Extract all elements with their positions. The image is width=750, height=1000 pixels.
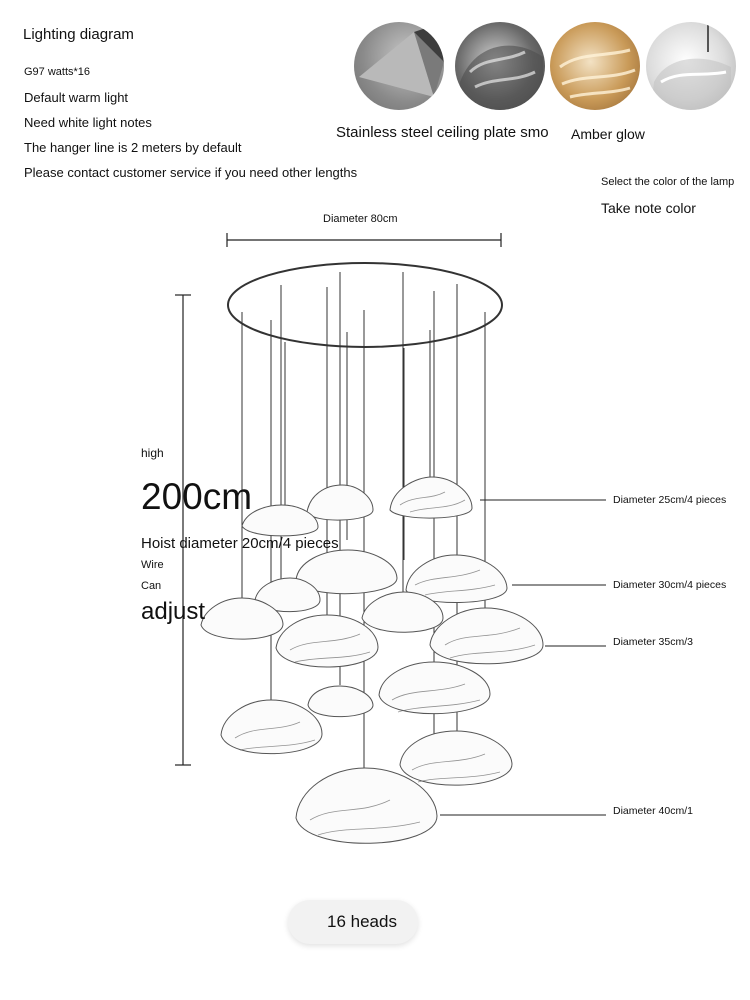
shade-35-a: [430, 608, 543, 664]
shade-25-d: [308, 686, 373, 717]
height-label: high: [141, 446, 164, 460]
heads-count: 16 heads: [327, 912, 397, 931]
shade-35-d: [379, 662, 490, 714]
size-label-30cm: Diameter 30cm/4 pieces: [613, 579, 727, 591]
page-title: Lighting diagram: [23, 26, 134, 43]
size-label-35cm: Diameter 35cm/3: [613, 636, 693, 648]
shade-25-c: [242, 505, 318, 536]
size-label-25cm: Diameter 25cm/4 pieces: [613, 494, 727, 506]
wire-label: Wire: [141, 559, 164, 571]
spec-wattage: G97 watts*16: [24, 66, 91, 78]
spec-white-light-note: Need white light notes: [24, 115, 152, 130]
size-label-40cm: Diameter 40cm/1: [613, 805, 693, 817]
height-value: 200cm: [141, 476, 253, 517]
shade-35-e: [221, 700, 322, 754]
plate-diameter-label: Diameter 80cm: [323, 213, 398, 225]
spec-default-light: Default warm light: [24, 90, 129, 105]
can-label: Can: [141, 580, 162, 592]
plate-diameter-dimension: [227, 233, 501, 247]
caption-stainless-steel: Stainless steel ceiling plate smo: [336, 124, 549, 141]
shade-35-f: [400, 731, 512, 785]
adjust-label: adjust: [141, 598, 206, 625]
caption-take-note: Take note color: [601, 200, 696, 216]
hoist-diameter-label: Hoist diameter 20cm/4 pieces: [141, 535, 339, 552]
spec-contact-service: Please contact customer service if you need other lengths: [24, 165, 358, 180]
shade-25-a: [390, 477, 472, 518]
ceiling-plate: [228, 263, 502, 347]
spec-hanger-length: The hanger line is 2 meters by default: [24, 140, 242, 155]
caption-amber-glow: Amber glow: [571, 126, 645, 142]
pendant-shades: [201, 477, 543, 843]
height-dimension: [175, 295, 191, 765]
caption-select-color: Select the color of the lamp: [601, 176, 735, 188]
shade-25-b: [307, 485, 373, 520]
